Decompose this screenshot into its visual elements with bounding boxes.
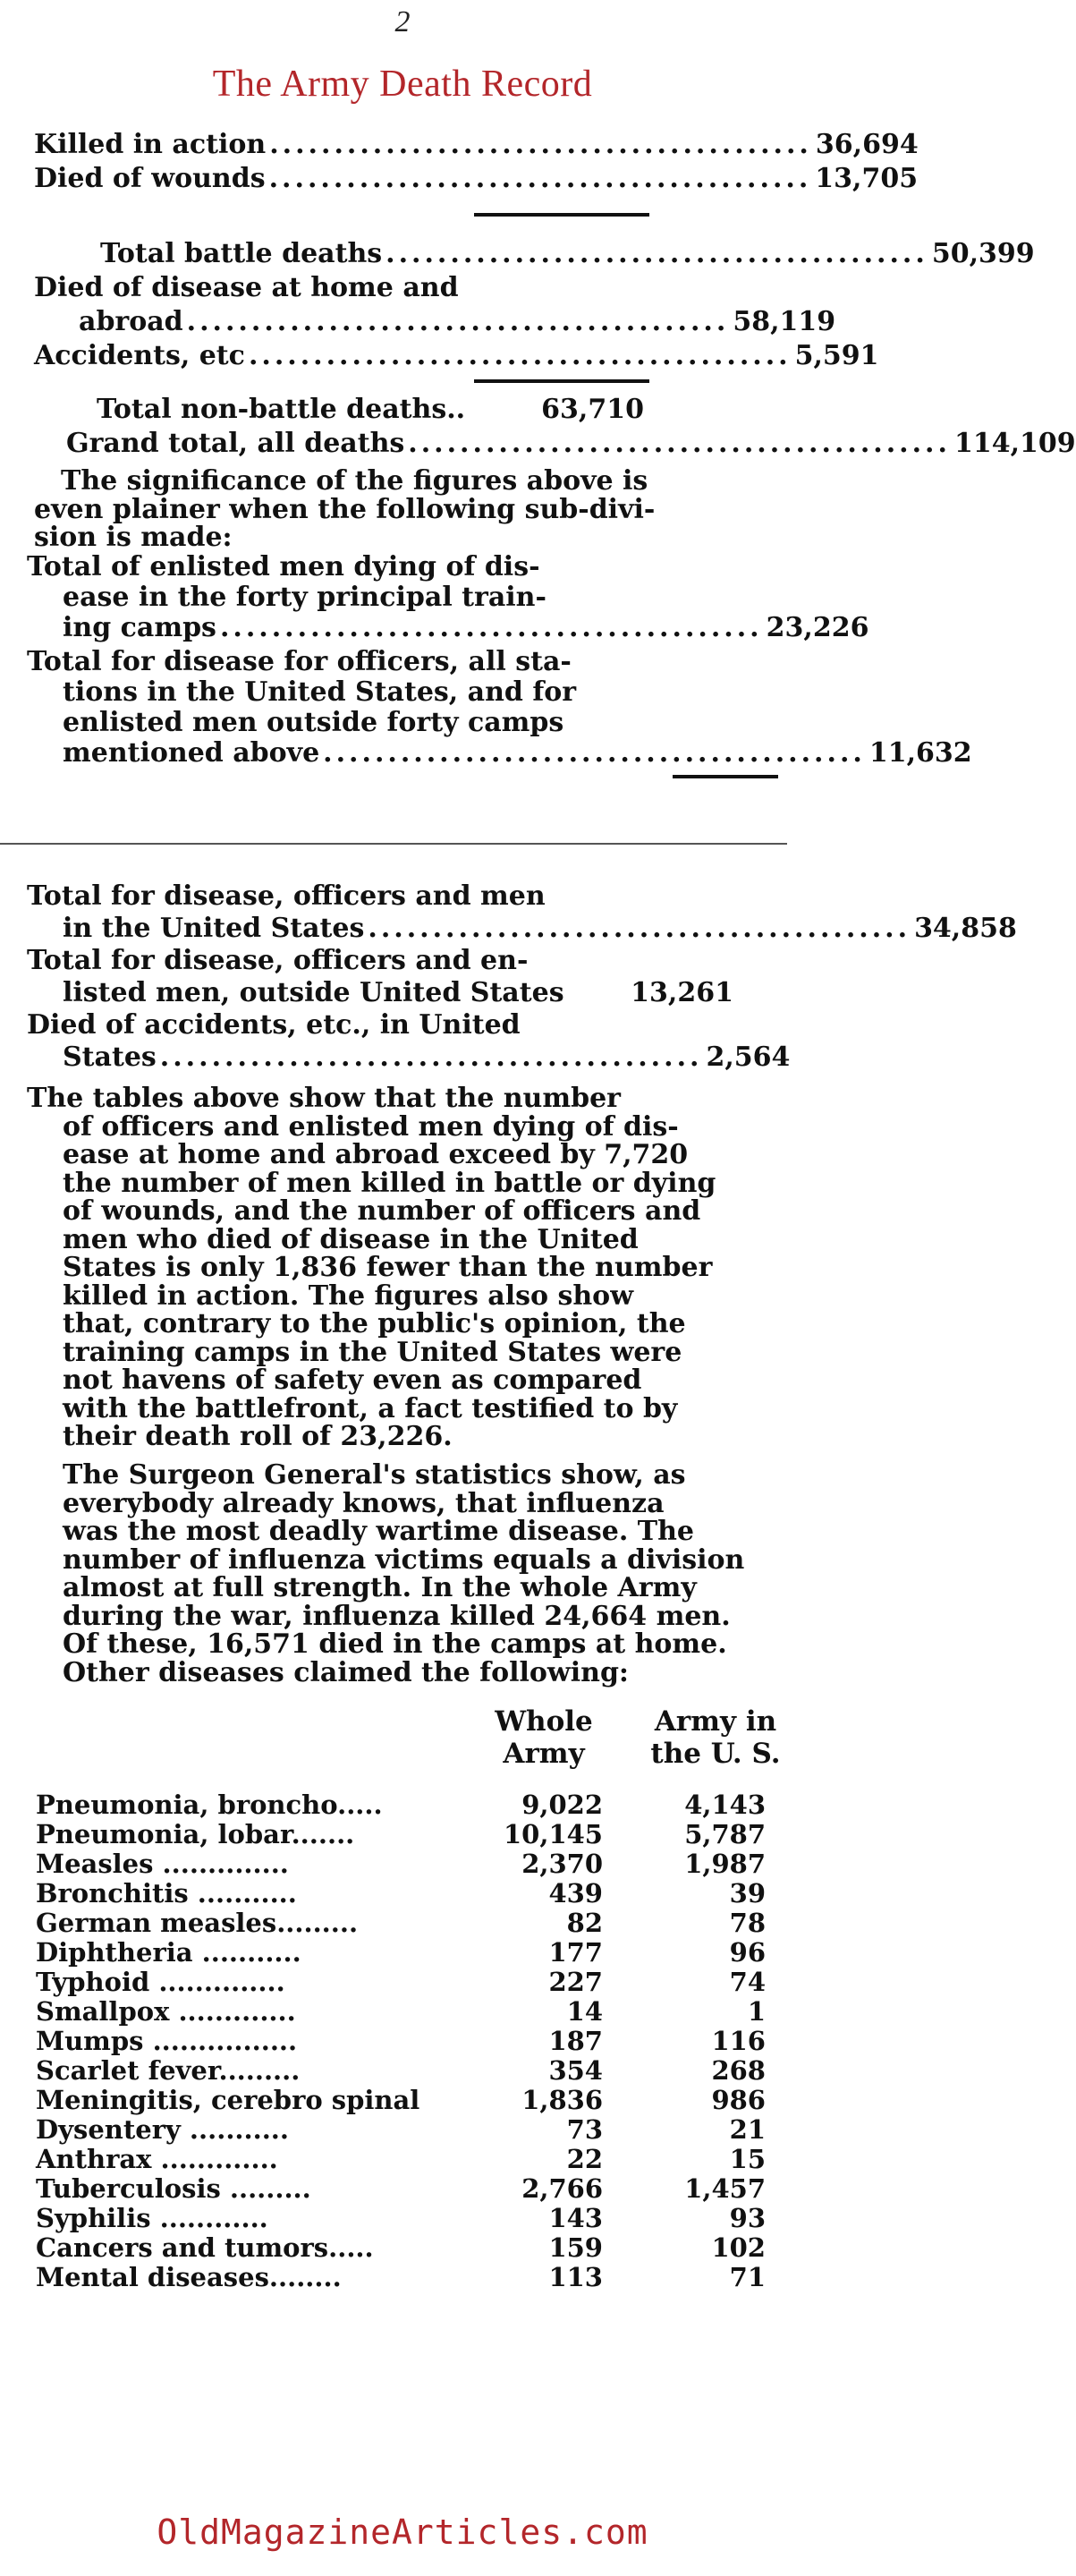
disease-row	[36, 2263, 787, 2292]
summary-disease-line: Died of disease at home and	[34, 272, 459, 303]
text-line: men who died of disease in the United	[63, 1223, 639, 1255]
text-line: that, contrary to the public's opinion, the	[63, 1308, 686, 1339]
text-line: The Surgeon General's statistics show, as	[63, 1459, 686, 1491]
totals-value: 2,564	[706, 1041, 791, 1073]
summary-value: 36,694	[815, 129, 919, 160]
disease-name: Measles ..............	[36, 1849, 289, 1879]
disease-name: Smallpox .............	[36, 1996, 296, 2027]
disease-header-whole-army	[490, 1705, 597, 1770]
text-line: training camps in the United States were	[63, 1336, 682, 1368]
army-us-value: 116	[711, 2026, 766, 2056]
whole-army-value: 2,370	[521, 1849, 603, 1879]
leader-dots: ..........................................	[219, 612, 763, 643]
army-us-value: 21	[729, 2114, 766, 2145]
disease-row	[36, 1790, 787, 1820]
leader-dots: ..........................................	[268, 163, 812, 194]
disease-name: Mental diseases........	[36, 2262, 342, 2292]
army-us-value: 71	[729, 2262, 766, 2292]
whole-army-value: 22	[566, 2144, 603, 2174]
whole-army-value: 177	[548, 1937, 603, 1968]
site-watermark: OldMagazineArticles.com	[157, 2512, 648, 2552]
disease-name: Dysentery ...........	[36, 2114, 289, 2145]
totals-value: 13,261	[631, 977, 733, 1008]
army-us-value: 74	[729, 1967, 766, 1997]
text-line: The tables above show that the number	[27, 1083, 621, 1114]
summary-label: Grand total, all deaths	[66, 428, 405, 459]
whole-army-value: 9,022	[521, 1790, 603, 1820]
text-line: The significance of the figures above is	[61, 465, 648, 497]
army-us-value: 986	[711, 2085, 766, 2115]
subdivision-row	[63, 735, 972, 771]
totals-line: Total for disease, officers and en-	[27, 945, 529, 976]
totals-row	[63, 1040, 791, 1075]
whole-army-value: 10,145	[504, 1819, 603, 1849]
disease-row	[36, 1909, 787, 1938]
body-paragraph-2	[27, 1461, 787, 1687]
disease-name: Scarlet fever.........	[36, 2055, 301, 2086]
subdivision-label: ing camps	[63, 612, 216, 643]
totals-value: 34,858	[914, 913, 1017, 944]
army-us-value: 96	[729, 1937, 766, 1968]
disease-row	[36, 1968, 787, 1997]
summary-row-killed	[34, 127, 919, 163]
whole-army-value: 73	[566, 2114, 603, 2145]
summary-label: Killed in action	[34, 129, 267, 160]
army-us-value: 1	[747, 1996, 766, 2027]
disease-row	[36, 1938, 787, 1968]
text-line: number of influenza victims equals a division	[63, 1543, 745, 1576]
disease-row	[36, 2204, 787, 2233]
summary-label: Total non-battle deaths..	[97, 394, 466, 425]
leader-dots: ..........................................	[385, 238, 928, 269]
text-line: killed in action. The figures also show	[63, 1279, 634, 1312]
disease-name: Cancers and tumors.....	[36, 2232, 374, 2263]
leader-dots: ..........................................	[248, 340, 792, 371]
disease-row	[36, 2115, 787, 2145]
leader-dots: ..........................................	[323, 737, 866, 769]
summary-value: 63,710	[541, 394, 644, 425]
whole-army-value: 2,766	[521, 2173, 603, 2204]
text-line: States is only 1,836 fewer than the number	[63, 1252, 713, 1283]
leader-dots: ..........................................	[408, 428, 951, 459]
subdivision-row	[63, 610, 869, 646]
page-number: 2	[394, 5, 411, 38]
text-line: Other diseases claimed the following:	[63, 1656, 629, 1688]
summary-value: 114,109	[953, 428, 1076, 459]
army-us-value: 78	[729, 1908, 766, 1938]
text-line: was the most deadly wartime disease. The	[63, 1516, 694, 1547]
disease-name: Pneumonia, lobar.......	[36, 1819, 355, 1849]
subdivision-line: enlisted men outside forty camps	[63, 707, 564, 738]
disease-name: Meningitis, cerebro spinal	[36, 2085, 420, 2115]
text-line: their death roll of 23,226.	[63, 1421, 453, 1452]
header-line: Whole	[495, 1705, 593, 1738]
sum-rule	[673, 775, 778, 778]
summary-value: 50,399	[931, 238, 1035, 269]
subdivision-line: tions in the United States, and for	[63, 676, 577, 708]
subdivision-line: Total of enlisted men dying of dis-	[27, 551, 540, 582]
leader-dots: ..........................................	[159, 1041, 703, 1073]
disease-name: Bronchitis ...........	[36, 1878, 297, 1909]
disease-name: Typhoid ..............	[36, 1967, 285, 1997]
text-line: even plainer when the following sub-divi-	[34, 493, 656, 525]
whole-army-value: 1,836	[521, 2085, 603, 2115]
summary-value: 13,705	[815, 163, 919, 194]
whole-army-value: 143	[548, 2203, 603, 2233]
totals-label: in the United States	[63, 913, 365, 944]
text-line: Of these, 16,571 died in the camps at home.	[63, 1628, 727, 1660]
summary-label: abroad	[79, 306, 183, 337]
text-line: almost at full strength. In the whole Army	[63, 1572, 697, 1603]
army-us-value: 1,987	[684, 1849, 766, 1879]
text-line: of wounds, and the number of officers and	[63, 1195, 701, 1227]
text-line: ease at home and abroad exceed by 7,720	[63, 1139, 689, 1170]
summary-value: 5,591	[794, 340, 879, 371]
disease-row	[36, 2086, 787, 2115]
sum-rule	[474, 213, 649, 217]
summary-row-total-non-battle	[97, 392, 644, 428]
army-us-value: 15	[729, 2144, 766, 2174]
text-line: of officers and enlisted men dying of dis-	[63, 1110, 679, 1143]
subdivision-line: Total for disease for officers, all sta-	[27, 646, 572, 677]
army-us-value: 93	[729, 2203, 766, 2233]
disease-name: Mumps ................	[36, 2026, 298, 2056]
totals-label: listed men, outside United States	[63, 977, 564, 1008]
disease-row	[36, 1997, 787, 2027]
army-us-value: 268	[711, 2055, 766, 2086]
subdivision-value: 11,632	[868, 737, 972, 769]
intro-paragraph	[34, 467, 785, 552]
header-line: the U. S.	[650, 1738, 781, 1770]
summary-row-disease	[79, 304, 836, 340]
disease-name: Pneumonia, broncho.....	[36, 1790, 383, 1820]
army-us-value: 39	[729, 1878, 766, 1909]
summary-label: Total battle deaths	[100, 238, 383, 269]
body-paragraph-1	[27, 1084, 787, 1451]
whole-army-value: 187	[548, 2026, 603, 2056]
summary-label: Died of wounds	[34, 163, 266, 194]
army-us-value: 4,143	[684, 1790, 766, 1820]
header-line: Army	[503, 1738, 585, 1770]
leader-dots: ..........................................	[186, 306, 730, 337]
text-line: everybody already knows, that influenza	[63, 1487, 665, 1519]
disease-row	[36, 2145, 787, 2174]
disease-name: German measles.........	[36, 1908, 359, 1938]
totals-line: Died of accidents, etc., in United	[27, 1009, 521, 1041]
text-line: with the battlefront, a fact testified to by	[63, 1392, 678, 1424]
summary-value: 58,119	[733, 306, 836, 337]
summary-row-grand-total	[66, 426, 1076, 462]
disease-row	[36, 1820, 787, 1849]
disease-name: Diphtheria ...........	[36, 1937, 301, 1968]
disease-name: Anthrax .............	[36, 2144, 278, 2174]
disease-row	[36, 2233, 787, 2263]
header-line: Army in	[654, 1705, 777, 1738]
whole-army-value: 159	[548, 2232, 603, 2263]
text-line: not havens of safety even as compared	[63, 1365, 642, 1396]
summary-row-accidents	[34, 338, 879, 374]
totals-row	[63, 911, 1017, 947]
whole-army-value: 227	[548, 1967, 603, 1997]
whole-army-value: 113	[548, 2262, 603, 2292]
article-title: The Army Death Record	[212, 64, 593, 105]
text-line: sion is made:	[34, 522, 233, 553]
summary-row-total-battle	[100, 236, 1035, 272]
summary-row-wounds	[34, 161, 919, 197]
leader-dots: ..........................................	[368, 913, 911, 944]
whole-army-value: 354	[548, 2055, 603, 2086]
subdivision-value: 23,226	[766, 612, 869, 643]
disease-row	[36, 2056, 787, 2086]
sum-rule	[474, 379, 649, 383]
text-line: the number of men killed in battle or dying	[63, 1167, 716, 1199]
whole-army-value: 82	[566, 1908, 603, 1938]
disease-row	[36, 1879, 787, 1909]
section-divider	[0, 843, 787, 845]
disease-row	[36, 2174, 787, 2204]
army-us-value: 5,787	[684, 1819, 766, 1849]
disease-row	[36, 1849, 787, 1879]
text-line: during the war, influenza killed 24,664 men.	[63, 1600, 731, 1632]
totals-row	[63, 975, 733, 1011]
whole-army-value: 14	[566, 1996, 603, 2027]
disease-header-army-us	[635, 1705, 796, 1770]
whole-army-value: 439	[548, 1878, 603, 1909]
totals-line: Total for disease, officers and men	[27, 880, 546, 912]
totals-label: States	[63, 1041, 157, 1073]
subdivision-line: ease in the forty principal train-	[63, 582, 546, 613]
subdivision-label: mentioned above	[63, 737, 320, 769]
summary-label: Accidents, etc	[34, 340, 245, 371]
leader-dots: ..........................................	[269, 129, 812, 160]
disease-name: Syphilis ............	[36, 2203, 268, 2233]
disease-row	[36, 2027, 787, 2056]
army-us-value: 1,457	[684, 2173, 766, 2204]
disease-name: Tuberculosis .........	[36, 2173, 311, 2204]
army-us-value: 102	[711, 2232, 766, 2263]
